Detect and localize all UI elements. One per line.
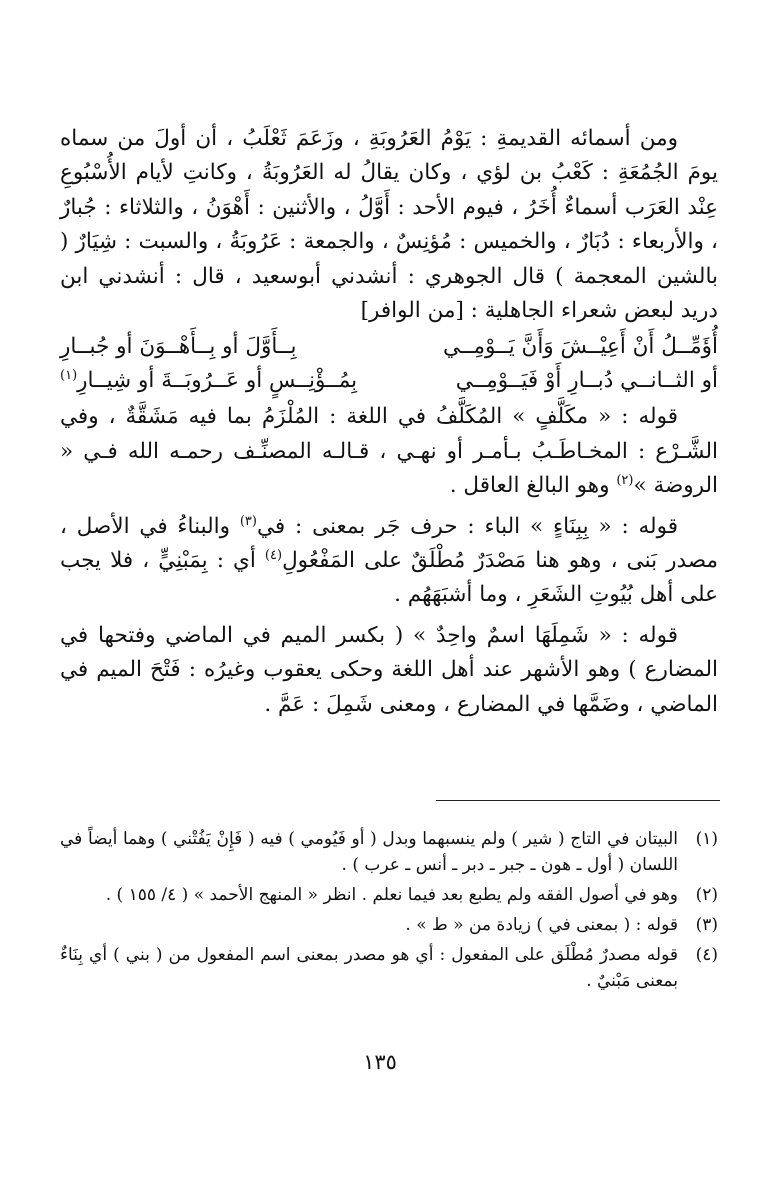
page-number: ١٣٥ xyxy=(363,1050,397,1074)
footnote-separator xyxy=(436,800,720,801)
paragraph-bina-end: أي : بِمَبْنِيٍّ ، فلا يجب على أهل بُيُوتِ الشَعَرِ ، وما أشبَهَهُم . xyxy=(60,548,718,608)
footnote-item xyxy=(60,882,718,908)
paragraph-bina-middle: والبناءُ في الأصل ، مصدر بَنى ، وهو هنا مَصْدَرٌ مُطْلَقٌ على المَفْعُولِ xyxy=(60,513,718,574)
footnote-text: وهو في أصول الفقه ولم يطبع بعد فيما نعلم . انظر « المنهج الأحمد » ( ٤/ ١٥٥ ) . xyxy=(105,885,678,905)
footnote-item xyxy=(60,826,718,878)
footnote-number: (٢) xyxy=(695,885,718,905)
paragraph-mukallaf-text: قوله : « مكَلَّفٍ » المُكَلَّفُ في اللغة : المُلْزَمُ بما فيه مَشَقَّةٌ ، وفي الشَّـرْع : المخـاطَـبُ بـأمـر أو نهـي ، قـالـه المصنِّـف رحمـه الله فـي « الروضة » xyxy=(60,404,718,499)
footnote-text: البيتان في التاج ( شير ) ولم ينسبهما وبدل ( أو فَيُومي ) فيه ( فَإِنْ يَفُتْني ) وهما أيضاً في اللسان ( أول ـ هون ـ جبر ـ دبر ـ أنس ـ عرب ) . xyxy=(60,829,678,875)
paragraph-bina xyxy=(60,510,718,613)
footnote-item xyxy=(60,912,718,938)
footnote-ref-3: (٣) xyxy=(239,513,257,529)
paragraph-bina-text: قوله : « بِبِنَاءٍ » الباء : حرف جَر بمعنى : في xyxy=(256,513,678,539)
verse-2-second-hemistich-text: بِمُــؤْنِــسٍ أو عَــرُوبَــةَ أو شِيــارِ xyxy=(77,368,358,394)
paragraph-shamila: قوله : « شَمِلَهَا اسمٌ واحِدٌ » ( بكسر الميم في الماضي وفتحها في المضارع ) وهو الأشهر عند أهل اللغة وحكى يعقوب وغيرُه : فَتْحَ الميم في الماضي ، وضَمَّها في المضارع ، ومعنى شَمِلَ : عَمَّ . xyxy=(60,622,718,717)
footnote-item xyxy=(60,942,718,994)
main-text xyxy=(60,122,718,722)
verse-2-second-hemistich xyxy=(60,364,357,398)
footnote-ref-4: (٤) xyxy=(264,547,283,563)
verse-1-second-hemistich: بِــأَوَّلَ أو بِــأَهْــوَنَ أو جُبــارِ xyxy=(60,334,297,360)
footnote-text: قوله : ( بمعنى في ) زيادة من « ط » . xyxy=(405,915,678,935)
paragraph-mukallaf-end: وهو البالغ العاقل . xyxy=(449,473,617,499)
footnote-text: قوله مصدرٌ مُطْلَق على المفعول : أي هو مصدر بمعنى اسم المفعول من ( بني ) أي بِنَاءٌ بمعنى مَبْنيٌ . xyxy=(60,945,678,991)
footnote-number: (٣) xyxy=(695,915,718,935)
footnotes xyxy=(60,826,718,998)
paragraph-mukallaf xyxy=(60,400,718,503)
footnote-number: (١) xyxy=(695,829,718,849)
verse-1-first-hemistich: أُؤَمِّــلُ أَنْ أَعِيْــشَ وَأَنَّ يَــوْمِــي xyxy=(442,334,718,360)
footnote-ref-2: (٢) xyxy=(616,473,634,489)
verse-2-first-hemistich: أو الثــانــي دُبــارِ أَوْ فَيَــوْمِــي xyxy=(455,368,718,394)
footnote-ref-1: (١) xyxy=(60,368,78,384)
verse-line-2 xyxy=(60,364,718,398)
paragraph-names-of-days: ومن أسمائه القديمةِ : يَوْمُ العَرُوبَةِ ، وزَعَمَ ثَعْلَبُ ، أن أولَ من سماه يومَ الجُمُعَةِ : كَعْبُ بن لؤي ، وكان يقالُ له العَرُوبَةُ ، وكانتِ لأيام الأُسْبُوعِ عِنْد العَرَب أسماءٌ أُخَرُ ، فيوم الأحد : أَوَّلُ ، والأثنين : أَهْوَنُ ، والثلاثاء : جُبارٌ ، والأربعاء : دُبَارٌ ، والخميس : مُؤنِسٌ ، والجمعة : عَرُوبَةُ ، والسبت : شِيَارٌ ( بالشين المعجمة ) قال الجوهري : أنشدني أبوسعيد ، قال : أنشدني ابن دريد لبعض شعراء الجاهلية : [من الوافر] xyxy=(60,126,718,324)
footnote-number: (٤) xyxy=(695,945,718,965)
verse-line-1 xyxy=(60,330,718,364)
poem xyxy=(60,330,718,398)
